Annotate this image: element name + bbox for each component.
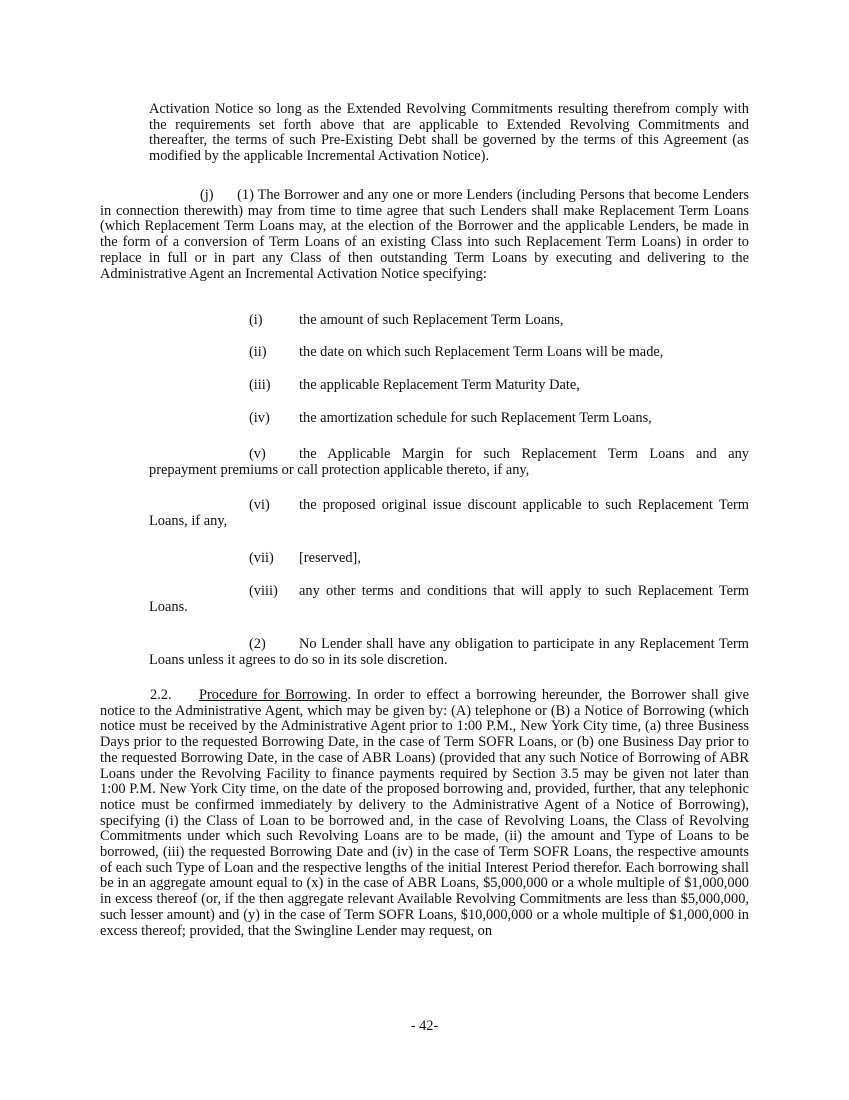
section-2-2-paragraph <box>100 688 749 939</box>
list-item <box>149 447 749 478</box>
item-text: the applicable Replacement Term Maturity Date, <box>299 377 580 393</box>
clause-text: No Lender shall have any obligation to participate in any Replacement Term Loans unless it agrees to do so in its sole discretion. <box>149 636 749 668</box>
item-text: the amount of such Replacement Term Loans, <box>299 312 564 328</box>
section-number: 2.2. <box>150 687 172 703</box>
item-text: the Applicable Margin for such Replacement Term Loans and any prepayment premiums or call protection applicable thereto, if any, <box>149 446 749 478</box>
list-item <box>149 584 749 615</box>
item-number: (i) <box>249 312 263 328</box>
item-number: (iv) <box>249 410 270 426</box>
item-text: the date on which such Replacement Term Loans will be made, <box>299 344 664 360</box>
continuation-paragraph: Activation Notice so long as the Extended Revolving Commitments resulting therefrom comply with the requirements set forth above that are applicable to Extended Revolving Commitments and thereafter, the terms of such Pre-Existing Debt shall be governed by the terms of this Agreement (as modified by the applicable Incremental Activation Notice). <box>149 101 749 165</box>
page-number: - 42- <box>410 1018 439 1034</box>
item-text: [reserved], <box>299 550 361 566</box>
clause-2-paragraph <box>149 637 749 668</box>
clause-number: (2) <box>249 636 266 652</box>
item-text: any other terms and conditions that will apply to such Replacement Term Loans. <box>149 583 749 615</box>
item-number: (v) <box>249 446 266 462</box>
item-number: (vii) <box>249 550 274 566</box>
list-item <box>149 498 749 529</box>
section-body: . In order to effect a borrowing hereunder, the Borrower shall give notice to the Administrative Agent, which may be given by: (A) telephone or (B) a Notice of Borrowing (which notice must be received by the Administrative Agent prior to 1:00 P.M., New York City time, (a) three Business Days prior to the requested Borrowing Date, in the case of Term SOFR Loans, or (b) one Business Day prior to the requested Borrowing Date, in the case of ABR Loans) (provided that any such Notice of Borrowing of ABR Loans under the Revolving Facility to finance payments required by Section 3.5 may be given not later than 1:00 P.M. New York City time, on the date of the proposed borrowing and, provided, further, that any telephonic notice must be confirmed immediately by delivery to the Administrative Agent of a Notice of Borrowing), specifying (i) the Class of Loan to be borrowed and, in the case of Revolving Loans, the Class of Revolving Commitments under which such Revolving Loans are to be made, (ii) the amount and Type of Loans to be borrowed, (iii) the requested Borrowing Date and (iv) in the case of Term SOFR Loans, the respective amounts of each such Type of Loan and the respective lengths of the initial Interest Period therefor. Each borrowing shall be in an aggregate amount equal to (x) in the case of ABR Loans, $5,000,000 or a whole multiple of $1,000,000 in excess thereof (or, if the then aggregate relevant Available Revolving Commitments are less than $5,000,000, such lesser amount) and (y) in the case of Term SOFR Loans, $10,000,000 or a whole multiple of $1,000,000 in excess thereof; provided, that the Swingline Lender may request, on <box>100 687 749 939</box>
item-text: the proposed original issue discount applicable to such Replacement Term Loans, if any, <box>149 497 749 529</box>
item-number: (iii) <box>249 377 271 393</box>
item-text: the amortization schedule for such Replacement Term Loans, <box>299 410 652 426</box>
item-number: (viii) <box>249 583 278 599</box>
item-number: (vi) <box>249 497 270 513</box>
section-heading: Procedure for Borrowing <box>199 687 348 703</box>
item-number: (ii) <box>249 344 267 360</box>
clause-j-paragraph: (j) (1) The Borrower and any one or more Lenders (including Persons that become Lenders in connection therewith) may from time to time agree that such Lenders shall make Replacement Term Loans (which Replacement Term Loans may, at the election of the Borrower and the applicable Lenders, be made in the form of a conversion of Term Loans of an existing Class into such Replacement Term Loans) in order to replace in full or in part any Class of then outstanding Term Loans by executing and delivering to the Administrative Agent an Incremental Activation Notice specifying: <box>100 187 749 282</box>
